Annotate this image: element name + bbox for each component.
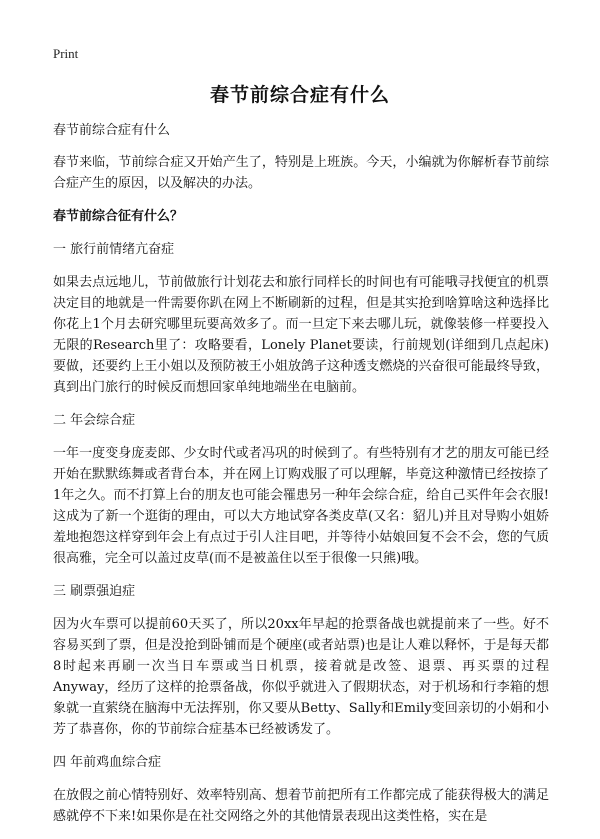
section-body-3: 因为火车票可以提前60天买了，所以20xx年早起的抢票备战也就提前来了一些。好不容易买到了票，但是没抢到卧铺而是个硬座(或者站票)也是让人难以释怀，于是每天都8时起来再刷一次当日车票或当日机票，接着就是改签、退票、再买票的过程Anyway，经历了这样的抢票备战，你似乎就进入了假期状态，对于机场和行李箱的想象就一直萦绕在脑海中无法挥别，你又要从Betty、Sally和Emily变回亲切的小娟和小芳了恭喜你，你的节前综合症基本已经被诱发了。 bbox=[53, 617, 549, 737]
article-body bbox=[53, 120, 549, 839]
intro-paragraph: 春节来临，节前综合症又开始产生了，特别是上班族。今天，小编就为你解析春节前综合症产生的原因，以及解决的办法。 bbox=[53, 155, 549, 191]
page-title: 春节前综合症有什么 bbox=[209, 84, 390, 106]
section-heading-4: 四 年前鸡血综合症 bbox=[53, 755, 162, 770]
print-link[interactable]: Print bbox=[53, 46, 79, 61]
section-heading-2: 二 年会综合症 bbox=[53, 413, 136, 428]
question-heading: 春节前综合征有什么？ bbox=[53, 209, 184, 224]
section-heading-1: 一 旅行前情绪亢奋症 bbox=[53, 242, 175, 257]
section-heading-3: 三 刷票强迫症 bbox=[53, 584, 136, 599]
section-body-4: 在放假之前心情特别好、效率特别高、想着节前把所有工作都完成了能获得极大的满足感就停不下来!如果你是在社交网络之外的其他情景表现出这类性格，实在是 bbox=[53, 788, 549, 824]
article-subtitle: 春节前综合症有什么 bbox=[53, 123, 171, 138]
section-body-2: 一年一度变身庞麦郎、少女时代或者冯巩的时候到了。有些特别有才艺的朋友可能已经开始在默默练舞或者背台本，并在网上订购戏服了可以理解，毕竟这种激情已经按捺了1年之久。而不打算上台的朋友也可能会罹患另一种年会综合症，给自己买件年会衣服!这成为了新一个逛街的理由，可以大方地试穿各类皮草(又名：貂儿)并且对导购小姐娇羞地抱怨这样穿到年会上有点过于引人注目吧，并等待小姑娘回复不会不会，您的气质很高雅，完全可以盖过皮草(而不是被盖住以至于很像一只熊)哦。 bbox=[53, 446, 549, 566]
section-body-1: 如果去点远地儿，节前做旅行计划花去和旅行同样长的时间也有可能哦寻找便宜的机票决定目的地就是一件需要你趴在网上不断刷新的过程，但是其实抢到啥算啥这种选择比你花上1个月去研究哪里玩要高效多了。而一旦定下来去哪儿玩，就像装修一样要投入无限的Research里了：攻略要看，Lonely Planet要读，行前规划(详细到几点起床)要做，还要约上王小姐以及预防被王小姐放鸽子这种透支燃烧的兴奋很可能最终导致，真到出门旅行的时候反而想回家单纯地端坐在电脑前。 bbox=[53, 275, 549, 395]
